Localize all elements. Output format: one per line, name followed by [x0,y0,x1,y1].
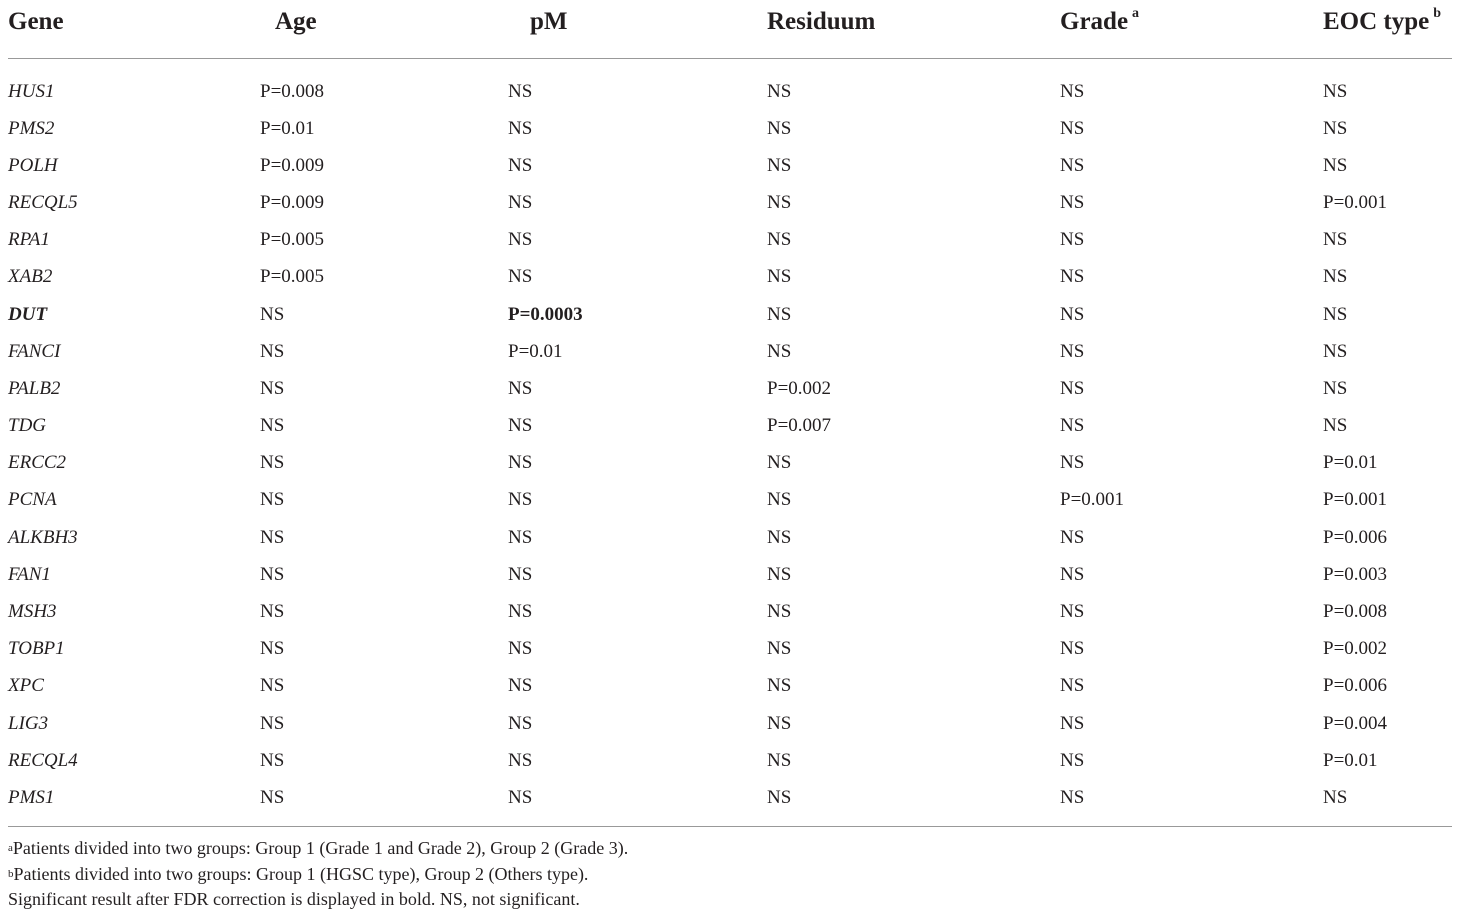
cell-grade: NS [1060,601,1085,623]
cell-grade: NS [1060,712,1085,734]
cell-residuum: NS [767,749,792,771]
cell-gene: MSH3 [8,601,57,623]
cell-pm: NS [508,229,533,251]
cell-eoc: P=0.004 [1323,712,1388,734]
cell-residuum: P=0.007 [767,415,832,437]
cell-gene: DUT [8,303,48,325]
cell-pm: NS [508,712,533,734]
cell-residuum: NS [767,303,792,325]
header-grade-label: Grade [1060,8,1129,35]
cell-residuum: NS [767,601,792,623]
cell-grade: NS [1060,303,1085,325]
cell-residuum: NS [767,526,792,548]
cell-residuum: P=0.002 [767,377,832,399]
table-header [8,0,1452,59]
cell-age: NS [260,526,285,548]
cell-pm: NS [508,563,533,585]
cell-age: NS [260,749,285,771]
table-row [8,631,1452,668]
cell-pm: NS [508,80,533,102]
cell-grade: NS [1060,638,1085,660]
cell-gene: FAN1 [8,563,51,585]
footnote-b [8,862,628,888]
cell-pm: NS [508,154,533,176]
cell-residuum: NS [767,266,792,288]
cell-age: P=0.005 [260,229,325,251]
cell-grade: NS [1060,340,1085,362]
cell-gene: FANCI [8,340,61,362]
cell-age: P=0.008 [260,80,325,102]
cell-eoc: P=0.001 [1323,191,1388,213]
cell-eoc: NS [1323,266,1348,288]
cell-pm: NS [508,675,533,697]
cell-pm: NS [508,526,533,548]
table-row [8,705,1452,742]
cell-gene: ALKBH3 [8,526,78,548]
cell-age: NS [260,303,285,325]
table-row [8,556,1452,593]
table-row [8,408,1452,445]
cell-eoc: NS [1323,154,1348,176]
cell-eoc: NS [1323,377,1348,399]
cell-grade: NS [1060,786,1085,808]
footnote-b-text: Patients divided into two groups: Group 1 (HGSC type), Group 2 (Others type). [13,863,589,884]
table-row [8,445,1452,482]
cell-age: NS [260,638,285,660]
cell-eoc: NS [1323,415,1348,437]
cell-grade: NS [1060,117,1085,139]
table-row [8,184,1452,221]
cell-residuum: NS [767,712,792,734]
table-row [8,668,1452,705]
table-row [8,593,1452,630]
cell-gene: RECQL4 [8,749,78,771]
cell-gene: HUS1 [8,80,55,102]
cell-pm: NS [508,489,533,511]
footnotes [8,836,628,913]
cell-grade: NS [1060,154,1085,176]
cell-eoc: NS [1323,340,1348,362]
header-age: Age [260,0,508,59]
cell-gene: XPC [8,675,44,697]
cell-gene: PALB2 [8,377,61,399]
table-row [8,482,1452,519]
gene-association-table [8,0,1452,817]
cell-grade: NS [1060,229,1085,251]
header-residuum: Residuum [767,0,1060,59]
cell-eoc: P=0.01 [1323,749,1378,771]
cell-age: P=0.009 [260,191,325,213]
cell-age: NS [260,415,285,437]
footnote-b-mark: b [8,867,14,880]
cell-age: P=0.009 [260,154,325,176]
cell-residuum: NS [767,786,792,808]
cell-grade: NS [1060,80,1085,102]
cell-gene: PMS2 [8,117,55,139]
cell-grade: NS [1060,526,1085,548]
table-row [8,779,1452,816]
cell-residuum: NS [767,229,792,251]
cell-pm: NS [508,638,533,660]
cell-residuum: NS [767,638,792,660]
table-row [8,59,1452,111]
cell-residuum: NS [767,489,792,511]
cell-age: NS [260,786,285,808]
cell-residuum: NS [767,452,792,474]
table-row [8,519,1452,556]
table-row [8,370,1452,407]
cell-age: NS [260,675,285,697]
footnote-a [8,836,628,862]
header-eoc-footnote-mark: b [1433,6,1442,21]
footnote-a-text: Patients divided into two groups: Group 1 (Grade 1 and Grade 2), Group 2 (Grade 3). [12,838,629,858]
cell-gene: PMS1 [8,786,55,808]
cell-pm: NS [508,377,533,399]
cell-grade: P=0.001 [1060,489,1125,511]
results-table-container [8,0,1452,817]
cell-gene: XAB2 [8,266,53,288]
cell-eoc: P=0.001 [1323,489,1388,511]
cell-gene: ERCC2 [8,452,67,474]
cell-residuum: NS [767,154,792,176]
cell-residuum: NS [767,340,792,362]
cell-pm: NS [508,266,533,288]
header-eoc-type [1323,0,1452,59]
cell-age: NS [260,340,285,362]
cell-pm: P=0.01 [508,340,563,362]
table-row [8,333,1452,370]
cell-eoc: NS [1323,117,1348,139]
cell-grade: NS [1060,191,1085,213]
header-pm: pM [508,0,767,59]
cell-gene: TDG [8,415,47,437]
cell-eoc: P=0.003 [1323,563,1388,585]
cell-residuum: NS [767,80,792,102]
table-row [8,222,1452,259]
header-gene: Gene [8,0,260,59]
cell-pm: NS [508,749,533,771]
cell-age: NS [260,601,285,623]
cell-eoc: P=0.006 [1323,675,1388,697]
footnote-a-mark: a [8,842,13,854]
cell-gene: RECQL5 [8,191,78,213]
cell-age: P=0.01 [260,117,315,139]
cell-gene: RPA1 [8,229,50,251]
cell-age: NS [260,377,285,399]
cell-age: NS [260,712,285,734]
cell-gene: POLH [8,154,58,176]
cell-age: P=0.005 [260,266,325,288]
cell-age: NS [260,489,285,511]
cell-eoc: NS [1323,80,1348,102]
table-body [8,59,1452,817]
cell-pm: P=0.0003 [508,303,583,325]
cell-pm: NS [508,452,533,474]
cell-pm: NS [508,415,533,437]
cell-gene: LIG3 [8,712,49,734]
cell-residuum: NS [767,117,792,139]
cell-eoc: P=0.006 [1323,526,1388,548]
cell-eoc: P=0.01 [1323,452,1378,474]
table-row [8,259,1452,296]
header-row [8,0,1452,59]
table-row [8,742,1452,779]
cell-age: NS [260,563,285,585]
cell-residuum: NS [767,675,792,697]
cell-pm: NS [508,191,533,213]
cell-eoc: NS [1323,229,1348,251]
cell-eoc: P=0.002 [1323,638,1388,660]
header-eoc-label: EOC type [1323,8,1430,35]
header-grade-footnote-mark: a [1132,6,1140,21]
cell-grade: NS [1060,563,1085,585]
cell-grade: NS [1060,749,1085,771]
table-row [8,147,1452,184]
cell-grade: NS [1060,377,1085,399]
cell-gene: PCNA [8,489,57,511]
cell-eoc: NS [1323,786,1348,808]
cell-eoc: P=0.008 [1323,601,1388,623]
cell-residuum: NS [767,191,792,213]
cell-grade: NS [1060,675,1085,697]
cell-grade: NS [1060,266,1085,288]
cell-residuum: NS [767,563,792,585]
table-row [8,296,1452,333]
cell-eoc: NS [1323,303,1348,325]
footnote-note: Significant result after FDR correction is displayed in bold. NS, not significant. [8,889,580,909]
cell-pm: NS [508,601,533,623]
cell-grade: NS [1060,452,1085,474]
table-row [8,110,1452,147]
cell-gene: TOBP1 [8,638,65,660]
cell-age: NS [260,452,285,474]
cell-grade: NS [1060,415,1085,437]
table-bottom-rule [8,826,1452,827]
cell-pm: NS [508,117,533,139]
header-grade [1060,0,1323,59]
cell-pm: NS [508,786,533,808]
